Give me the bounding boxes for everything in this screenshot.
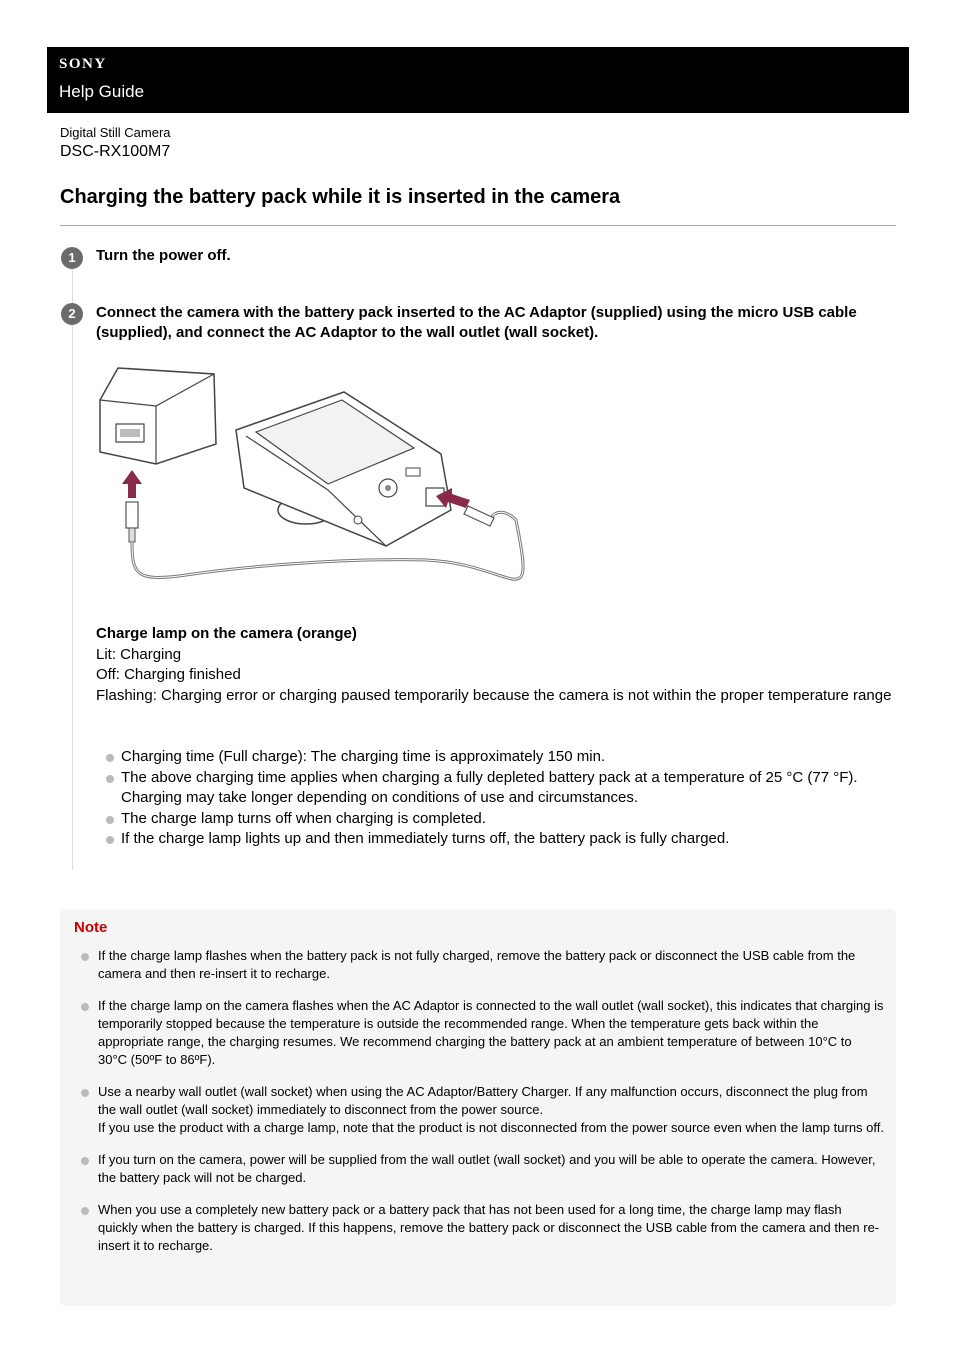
charge-lamp-info [96,624,896,706]
charge-lamp-lit: Lit: Charging [96,645,182,663]
step-2-text: Connect the camera with the battery pack inserted to the AC Adaptor (supplied) using the micro USB cable (supplied), and connect the AC Adaptor to the wall outlet (wall socket). [96,304,857,341]
note-item-text: Use a nearby wall outlet (wall socket) when using the AC Adaptor/Battery Charger. If any malfunction occurs, disconnect the plug from the wall outlet (wall socket) immediately to disconnect from the power source. [98,1084,868,1117]
list-item [74,947,884,983]
list-item-text: If the charge lamp lights up and then immediately turns off, the battery pack is fully charged. [121,830,730,847]
bullet-icon [81,1003,89,1011]
list-item [96,747,896,768]
list-item [74,997,884,1069]
note-box [60,909,896,1306]
bullet-icon [106,775,114,783]
charging-illustration [96,360,536,610]
list-item-text: The charge lamp turns off when charging is completed. [121,809,486,827]
step-2-badge: 2 [61,303,83,325]
product-category: Digital Still Camera [60,125,171,140]
title-divider [60,225,896,226]
note-item-text: If the charge lamp flashes when the battery pack is not fully charged, remove the battery pack or disconnect the USB cable from the camera and then re-insert it to recharge. [98,948,856,981]
list-item [74,1083,884,1137]
sony-logo[interactable]: SONY [59,56,107,72]
help-guide-title[interactable]: Help Guide [59,82,145,101]
product-model: DSC-RX100M7 [60,143,171,160]
insert-arrow-up-icon [122,470,142,498]
bullet-icon [106,836,114,844]
note-list [74,947,884,1269]
bullet-icon [81,1089,89,1097]
note-heading: Note [74,919,108,936]
header-bar [47,47,909,113]
note-item-text: When you use a completely new battery pack or a battery pack that has not been used for a long time, the charge lamp may flash quickly when the battery is charged. If this happens, remove the battery pack or disconnect the USB cable from the camera and then re-insert it to recharge. [98,1202,880,1253]
bullet-icon [81,1207,89,1215]
bullet-icon [106,754,114,762]
note-item-text: If you use the product with a charge lamp, note that the product is not disconnected from the power source even when the lamp turns off. [98,1120,884,1135]
step-1-text: Turn the power off. [96,247,231,264]
step-connector-line [72,268,73,870]
charging-info-list [96,747,896,850]
note-item-text: If the charge lamp on the camera flashes when the AC Adaptor is connected to the wall outlet (wall socket), this indicates that charging is temporarily stopped because the temperature is outside the recommended range. When the temperature gets back within the appropriate range, the charging resumes. We recommend charging the battery pack at an ambient temperature of between 10°C to 30°C (50ºF to 86ºF). [98,998,884,1067]
list-item [74,1151,884,1187]
note-item-text: If you turn on the camera, power will be supplied from the wall outlet (wall socket) and you will be able to operate the camera. However, the battery pack will not be charged. [98,1152,876,1185]
ac-adaptor-illustration [100,368,216,464]
charge-lamp-off: Off: Charging finished [96,666,241,683]
list-item-text: The above charging time applies when charging a fully depleted battery pack at a temperature of 25 °C (77 °F). Charging may take longer depending on conditions of use and circumstances. [121,768,858,806]
page-title: Charging the battery pack while it is inserted in the camera [60,186,621,208]
bullet-icon [81,953,89,961]
bullet-icon [106,816,114,824]
list-item [96,829,896,850]
list-item-text: Charging time (Full charge): The charging time is approximately 150 min. [121,748,606,765]
list-item [96,809,896,830]
bullet-icon [81,1157,89,1165]
list-item [74,1201,884,1255]
charge-lamp-heading: Charge lamp on the camera (orange) [96,625,357,642]
charge-lamp-flashing: Flashing: Charging error or charging paused temporarily because the camera is not within the proper temperature range [96,686,892,704]
step-1-badge: 1 [61,247,83,269]
camera-illustration [236,392,451,546]
list-item [96,768,896,809]
